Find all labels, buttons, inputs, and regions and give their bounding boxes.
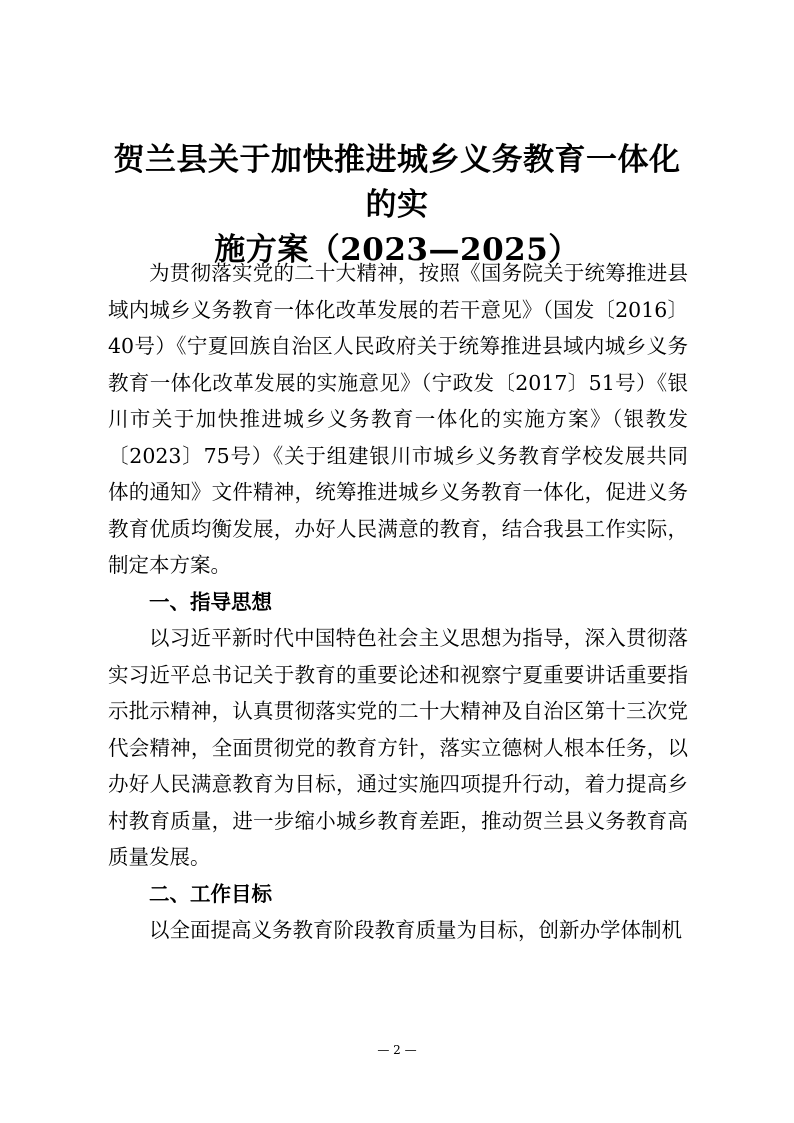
intro-paragraph: 为贯彻落实党的二十大精神，按照《国务院关于统筹推进县域内城乡义务教育一体化改革发展的若干意见》（国发〔2016〕40号）《宁夏回族自治区人民政府关于统筹推进县域内城乡义务教育一体化改革发展的实施意见》（宁政发〔2017〕51号）《银川市关于加快推进城乡义务教育一体化的实施方案》（银教发〔2023〕75号）《关于组建银川市城乡义务教育学校发展共同体的通知》文件精神，统筹推进城乡义务教育一体化，促进义务教育优质均衡发展，办好人民满意的教育，结合我县工作实际，制定本方案。 <box>108 261 688 577</box>
section-heading-guiding-ideology: 一、指导思想 <box>149 589 272 614</box>
guiding-ideology-paragraph: 以习近平新时代中国特色社会主义思想为指导，深入贯彻落实习近平总书记关于教育的重要论述和视察宁夏重要讲话重要指示批示精神，认真贯彻落实党的二十大精神及自治区第十三次党代会精神，全面贯彻党的教育方针，落实立德树人根本任务，以办好人民满意教育为目标，通过实施四项提升行动，着力提高乡村教育质量，进一步缩小城乡教育差距，推动贺兰县义务教育高质量发展。 <box>108 626 688 869</box>
title-line-1: 贺兰县关于加快推进城乡义务教育一体化的实 <box>113 142 681 223</box>
document-body <box>108 255 688 949</box>
page-number: — 2 — <box>377 1043 417 1057</box>
document-title <box>100 138 694 273</box>
title-line-2: 施方案（2023—2025） <box>214 232 580 268</box>
section-heading-work-goals: 二、工作目标 <box>149 881 272 906</box>
work-goals-paragraph: 以全面提高义务教育阶段教育质量为目标，创新办学体制机 <box>149 918 682 942</box>
